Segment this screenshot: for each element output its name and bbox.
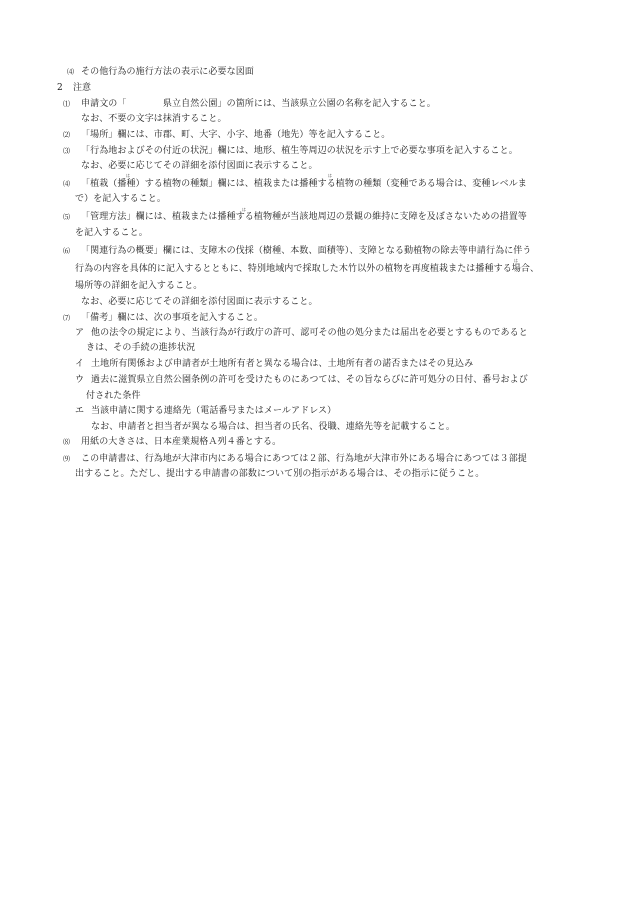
- note-number: ⑶: [63, 147, 70, 155]
- note-line: 「行為地およびその付近の状況」欄には、地形、植生等周辺の状況を示す上で必要な事項を記入すること。: [81, 146, 518, 156]
- ruby-annotation: は: [328, 173, 332, 178]
- note-number: ⑴: [63, 100, 70, 108]
- sub-item-line: 当該申請に関する連絡先（電話番号またはメールアドレス）: [91, 406, 337, 416]
- ruby-annotation: は: [514, 258, 518, 263]
- sub-item-line: 他の法令の規定により、当該行為が行政庁の許可、認可その他の処分または届出を必要とするものであると: [91, 328, 528, 338]
- note-line: 出すること。ただし、提出する申請書の部数について別の指示がある場合は、その指示に従うこと。: [75, 469, 485, 479]
- note-line: で）を記入すること。: [75, 194, 167, 204]
- section-title: 注意: [73, 83, 92, 93]
- section-number: 2: [57, 83, 63, 93]
- note-line: 申請文の「 県立自然公園」の箇所には、当該県立公園の名称を記入すること。: [81, 99, 436, 109]
- sub-item-mark: イ: [75, 359, 85, 369]
- note-line: なお、不要の文字は抹消すること。: [81, 114, 227, 124]
- note-line: 「場所」欄には、市郡、町、大字、小字、地番（地先）等を記入すること。: [81, 130, 391, 140]
- note-line: なお、必要に応じてその詳細を添付図面に表示すること。: [81, 161, 318, 171]
- note-number: ⑹: [63, 247, 70, 255]
- note-line: この申請書は、行為地が大津市内にある場合にあつては２部、行為地が大津市外にある場合にあつては３部提: [81, 454, 527, 464]
- note-line: 「備考」欄には、次の事項を記入すること。: [81, 313, 264, 323]
- note-line: 「植栽（播種）する植物の種類」欄には、植栽または播種する植物の種類（変種である場合は、変種レベルま: [81, 179, 527, 189]
- note-number: ⑵: [63, 131, 70, 139]
- sub-item-line: きは、その手続の進捗状況: [86, 343, 196, 353]
- sub-item-line: なお、申請者と担当者が異なる場合は、担当者の氏名、役職、連絡先等を記載すること。: [91, 422, 456, 432]
- ruby-annotation: は: [242, 207, 246, 212]
- note-number: ⑺: [63, 314, 70, 322]
- note-number: ⑸: [63, 213, 70, 221]
- sub-item-line: 付された条件: [86, 391, 141, 401]
- item-number: ⑷: [67, 68, 74, 76]
- note-number: ⑷: [63, 180, 70, 188]
- note-line: 場所等の詳細を記入すること。: [75, 281, 203, 291]
- sub-item-line: 過去に滋賀県立自然公園条例の許可を受けたものにあつては、その旨ならびに許可処分の日付、番号および: [91, 375, 528, 385]
- sub-item-mark: ア: [75, 328, 85, 338]
- note-line: なお、必要に応じてその詳細を添付図面に表示すること。: [81, 297, 318, 307]
- ruby-annotation: は: [126, 173, 130, 178]
- note-number: ⑼: [63, 455, 70, 463]
- item-text: その他行為の施行方法の表示に必要な図面: [81, 67, 254, 77]
- note-number: ⑻: [63, 438, 70, 446]
- sub-item-mark: ウ: [75, 375, 85, 385]
- note-line: 「関連行為の概要」欄には、支障木の伐採（樹種、本数、面積等）、支障となる動植物の除去等申請行為に伴う: [81, 246, 532, 256]
- note-line: 「管理方法」欄には、植栽または播種する植物種が当該地周辺の景観の維持に支障を及ぼさないための措置等: [81, 212, 527, 222]
- note-line: 行為の内容を具体的に記入するとともに、特別地域内で採取した木竹以外の植物を再度植栽または播種する場合、: [75, 264, 540, 274]
- note-line: を記入すること。: [75, 228, 148, 238]
- sub-item-line: 土地所有関係および申請者が土地所有者と異なる場合は、土地所有者の諾否またはその見込み: [91, 359, 474, 369]
- sub-item-mark: エ: [75, 406, 85, 416]
- note-line: 用紙の大きさは、日本産業規格Ａ列４番とする。: [81, 437, 282, 447]
